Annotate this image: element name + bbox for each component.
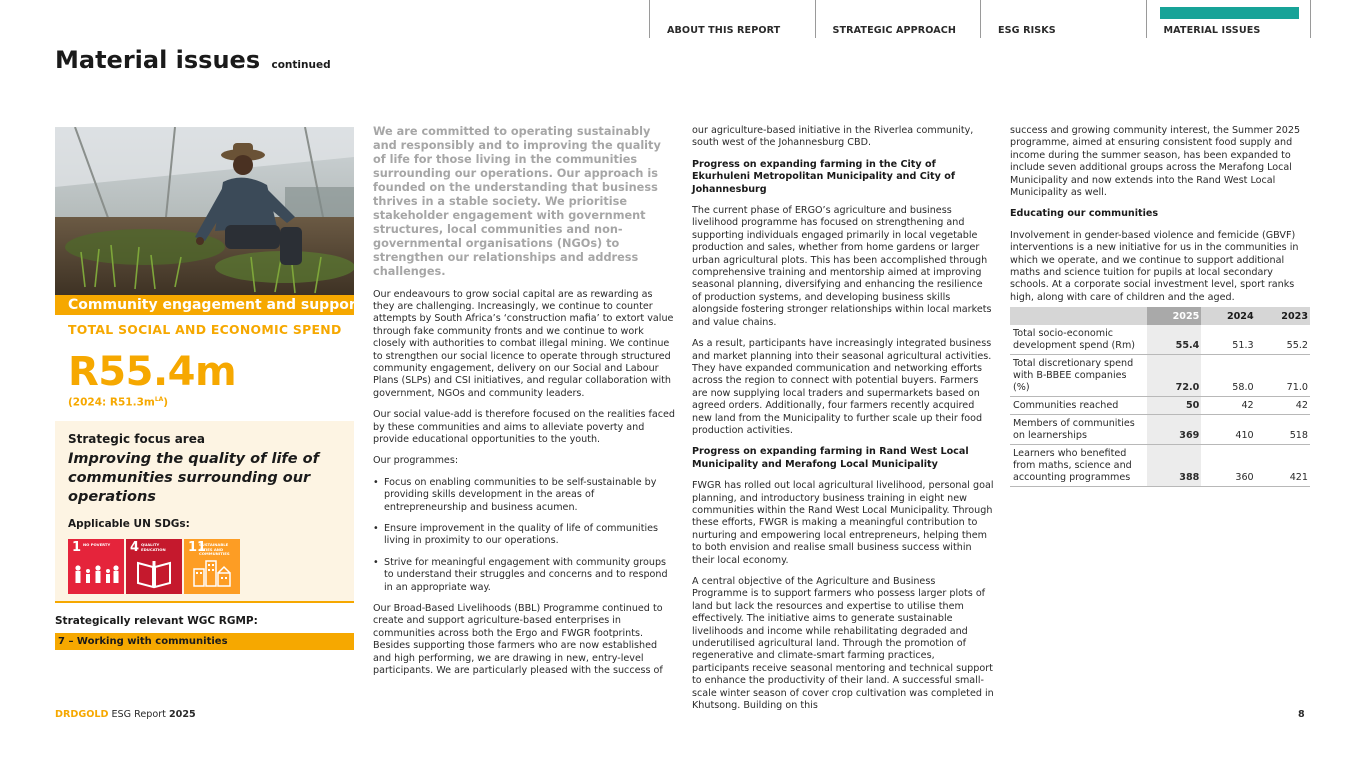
paragraph: Our social value-add is therefore focused on the realities faced by these communities and aims to alleviate poverty and provide educational opportunities to the youth.	[373, 409, 676, 445]
table-cell: 42	[1201, 397, 1255, 415]
paragraph: A central objective of the Agriculture and Business Programme is to support farmers who possess larger plots of land but lack the resources and expertise to utilise them effectively. The initiative aims to generate sustainable livelihoods and income while rehabilitating degraded and underutilised agricultural land. Through the promotion of regenerative and climate-smart farming practices, participants receive seasonal mentoring and technical support to enhance the productivity of their land. A successful small-scale winter season of cover crop cultivation was completed in Khutsong. Building on this	[692, 576, 994, 712]
footer-brand: DRDGOLD	[55, 709, 109, 720]
text-column-1	[373, 125, 676, 686]
table-row	[1010, 445, 1310, 487]
social-kpi-table	[1010, 307, 1310, 487]
sdg-11-badge	[184, 539, 240, 594]
section-banner: Community engagement and support	[55, 295, 354, 315]
page-title-main: Material issues	[55, 46, 261, 74]
sdg-name: QUALITY EDUCATION	[141, 542, 166, 552]
subheading: Educating our communities	[1010, 208, 1159, 220]
focus-heading: Strategic focus area	[68, 432, 205, 446]
table-row	[1010, 325, 1310, 355]
table-header-cell	[1010, 307, 1147, 325]
sdg-1-badge	[68, 539, 124, 594]
sdg-number: 1	[72, 540, 82, 555]
focus-text: Improving the quality of life of communities surrounding our operations	[68, 451, 319, 505]
table-cell: 518	[1256, 415, 1310, 445]
strategic-focus-box	[55, 421, 354, 603]
city-icon	[184, 539, 240, 594]
table-cell: 55.4	[1147, 325, 1201, 355]
footer-year: 2025	[169, 709, 196, 720]
top-nav	[649, 0, 1311, 38]
table-cell-label: Total discretionary spend with B-BBEE companies (%)	[1010, 355, 1147, 397]
active-tab-indicator	[1160, 7, 1299, 19]
paragraph: FWGR has rolled out local agricultural livelihood, personal goal planning, and introductory business training in eight new communities within the Rand West Local Municipality. Through these efforts, FWGR is making a meaningful contribution to nurturing and empowering local entrepreneurs, helping them to both envision and realise small business success within their local economy.	[692, 480, 994, 566]
text-column-3	[1010, 125, 1310, 313]
table-header-cell: 2025	[1147, 307, 1201, 325]
table-cell-label: Learners who benefited from maths, science and accounting programmes	[1010, 445, 1147, 487]
table-cell-label: Members of communities on learnerships	[1010, 415, 1147, 445]
list-item: • Ensure improvement in the quality of life of communities living in proximity to our operations.	[373, 523, 676, 548]
tab-label: MATERIAL ISSUES	[1163, 25, 1261, 36]
sdg-name: SUSTAINABLE CITIES AND COMMUNITIES	[199, 542, 230, 556]
footer-text: ESG Report	[111, 709, 166, 720]
table-cell: 369	[1147, 415, 1201, 445]
table-cell: 71.0	[1256, 355, 1310, 397]
tab-strategic-approach[interactable]	[815, 0, 981, 38]
footer	[55, 709, 196, 720]
table-cell-label: Total socio-economic development spend (Rm)	[1010, 325, 1147, 355]
spend-value: R55.4m	[68, 349, 237, 395]
intro-paragraph: We are committed to operating sustainably and responsibly and to improving the quality of life for those living in the communities surrounding our operations. Our approach is founded on the understanding that business thrives in a stable society. We prioritise stakeholder engagement with government structures, local communities and non-governmental organisations (NGOs) to strengthen our relationships and address challenges.	[373, 125, 661, 279]
page-title-suffix: continued	[271, 59, 331, 71]
paragraph: Our endeavours to grow social capital are as rewarding as they are challenging. Increasingly, we continue to counter attempts by South Africa’s ‘construction mafia’ to extort value through fake community fronts and we continue to work closely with authorities to combat illegal mining. We continue to strengthen our social licence to operate through structured community engagement, delivery on our Social and Labour Plans (SLPs) and CSI initiatives, and regular collaboration with government, NGOs and community leaders.	[373, 288, 674, 399]
tab-about-this-report[interactable]	[649, 0, 815, 38]
table-row	[1010, 397, 1310, 415]
wgc-label: Strategically relevant WGC RGMP:	[55, 615, 258, 627]
list-item: • Strive for meaningful engagement with community groups to understand their struggles and concerns and to respond in an appropriate way.	[373, 557, 676, 594]
page-title	[55, 46, 331, 74]
paragraph: Our programmes:	[373, 455, 459, 467]
table-cell: 421	[1256, 445, 1310, 487]
table-cell: 42	[1256, 397, 1310, 415]
paragraph: our agriculture-based initiative in the Riverlea community, south west of the Johannesburg CBD.	[692, 125, 974, 149]
table-row	[1010, 415, 1310, 445]
sdg-number: 4	[130, 540, 140, 555]
tab-esg-risks[interactable]	[980, 0, 1146, 38]
table-row	[1010, 355, 1310, 397]
spend-prior-text: (2024: R51.3m	[68, 396, 155, 409]
subheading: Progress on expanding farming in the City of Ekurhuleni Metropolitan Municipality and City of Johannesburg	[692, 158, 955, 195]
book-icon	[126, 539, 182, 594]
family-icon	[68, 539, 124, 594]
spend-prior-close: )	[163, 396, 169, 409]
table-header-cell: 2024	[1201, 307, 1255, 325]
table-cell: 388	[1147, 445, 1201, 487]
subheading: Progress on expanding farming in Rand West Local Municipality and Merafong Local Municipality	[692, 446, 969, 470]
table-cell: 58.0	[1201, 355, 1255, 397]
table-cell: 50	[1147, 397, 1201, 415]
paragraph: Involvement in gender-based violence and femicide (GBVF) interventions is a new initiative for us in the communities in which we operate, and we continue to support additional maths and science tuition for pupils at local secondary schools. At a corporate social investment level, sport ranks high, along with care of children and the aged.	[1010, 229, 1299, 303]
tab-material-issues[interactable]	[1146, 0, 1312, 38]
table-cell: 51.3	[1201, 325, 1255, 355]
spend-prior-year	[68, 396, 168, 409]
table-cell: 72.0	[1147, 355, 1201, 397]
paragraph: As a result, participants have increasingly integrated business and market planning into their seasonal agricultural activities. They have expanded communication and networking efforts across the region to connect with potential buyers. Farmers are now supplying local traders and supermarkets based on agreed orders. Additionally, four farmers recently acquired new land from the Municipality to further scale up their food production activities.	[692, 338, 992, 436]
table-header-cell: 2023	[1256, 307, 1310, 325]
spend-label: TOTAL SOCIAL AND ECONOMIC SPEND	[68, 322, 342, 337]
tab-label: ESG RISKS	[998, 25, 1056, 36]
table-cell: 360	[1201, 445, 1255, 487]
table-cell-label: Communities reached	[1010, 397, 1147, 415]
paragraph: success and growing community interest, the Summer 2025 programme, aimed at ensuring consistent food supply and income during the summer season, has been expanded to include seven additional groups across the Merafong Local Municipality and now extends into the Rand West Local Municipality as well.	[1010, 125, 1301, 199]
table-header-row	[1010, 307, 1310, 325]
tab-label: STRATEGIC APPROACH	[832, 25, 957, 36]
sdg-number: 11	[188, 540, 207, 555]
table-cell: 55.2	[1256, 325, 1310, 355]
table-cell: 410	[1201, 415, 1255, 445]
list-item: • Focus on enabling communities to be self-sustainable by providing skills development in the areas of entrepreneurship and business acumen.	[373, 477, 676, 514]
farmer-photo	[55, 127, 354, 295]
sdg-4-badge	[126, 539, 182, 594]
tab-label: ABOUT THIS REPORT	[667, 25, 781, 36]
paragraph: The current phase of ERGO’s agriculture and business livelihood programme has focused on strengthening and supporting individuals engaged primarily in local vegetable production and sales, whether from home gardens or larger urban agricultural plots. This has been accomplished through comprehensive training and mentorship aimed at improving seasonal planning, diversifying and enhancing the resilience of production systems, and developing business skills alongside fostering stronger relationships within local markets and value chains.	[692, 205, 992, 328]
sdg-name: NO POVERTY	[83, 542, 111, 547]
paragraph: Our Broad-Based Livelihoods (BBL) Programme continued to create and support agriculture-based enterprises in communities across both the Ergo and FWGR footprints. Besides supporting those farmers who are now established and high performing, we are drawing in new, entry-level participants. We are particularly pleased with the success of	[373, 603, 663, 677]
page-number: 8	[1298, 709, 1305, 720]
sdg-label: Applicable UN SDGs:	[68, 518, 190, 530]
text-column-2	[692, 125, 994, 721]
assurance-mark: LA	[154, 396, 164, 403]
wgc-principle: 7 – Working with communities	[55, 633, 354, 650]
